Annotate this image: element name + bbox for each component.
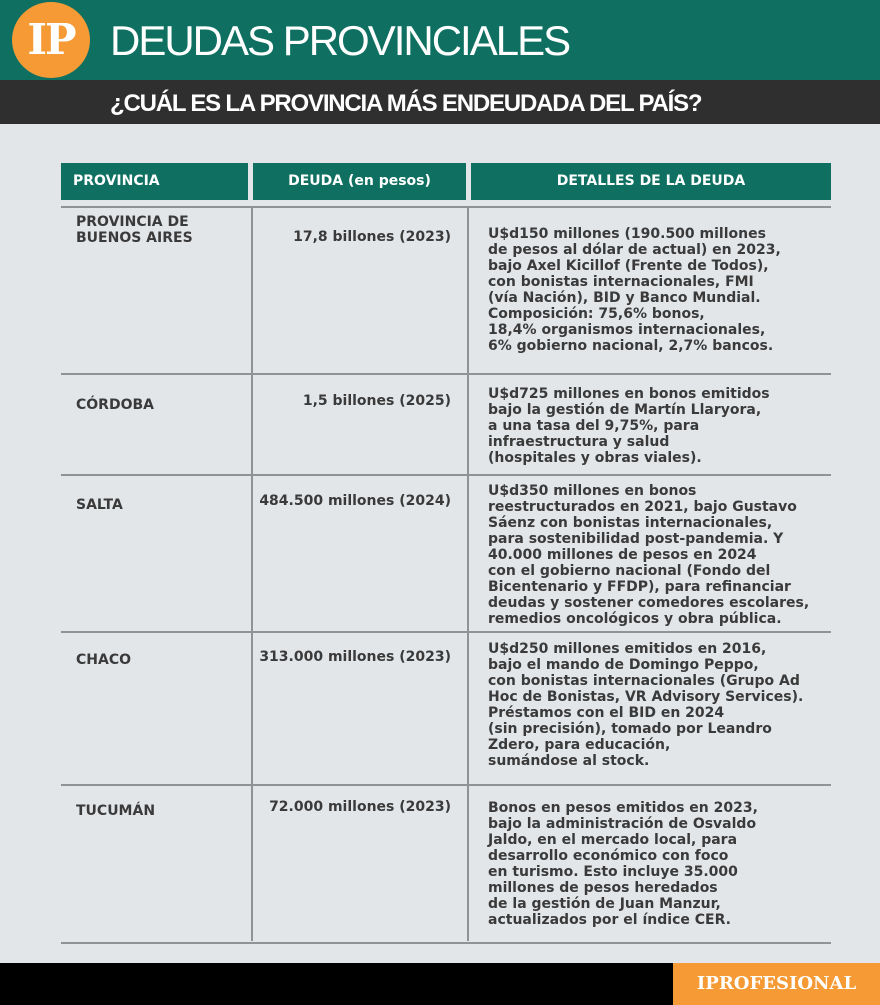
table-row-provincia: SALTA: [76, 497, 123, 513]
table-row-deuda: 17,8 billones (2023): [293, 229, 451, 245]
row-divider: [61, 631, 831, 633]
row-divider: [61, 942, 831, 944]
table-row-provincia: PROVINCIA DE BUENOS AIRES: [76, 214, 193, 246]
row-divider: [61, 474, 831, 476]
table-row-detalles: U$d150 millones (190.500 millones de pesos al dólar de actual) en 2023, bajo Axel Kicillof (Frente de Todos), con bonistas internacionales, FMI (vía Nación), BID y Banco Mundial. Composición: 75,6% bonos, 18,4% organismos internacionales, 6% gobierno nacional, 2,7% bancos.: [488, 226, 781, 354]
row-divider: [61, 373, 831, 375]
column-header-deuda: DEUDA (en pesos): [253, 163, 466, 200]
table-row-deuda: 72.000 millones (2023): [269, 799, 451, 815]
page-subtitle: ¿CUÁL ES LA PROVINCIA MÁS ENDEUDADA DEL PAÍS?: [110, 90, 702, 117]
table-row-provincia: TUCUMÁN: [76, 803, 156, 819]
column-divider: [467, 208, 469, 941]
table-row-detalles: U$d725 millones en bonos emitidos bajo la gestión de Martín Llaryora, a una tasa del 9,75%, para infraestructura y salud (hospitales y obras viales).: [488, 386, 770, 466]
table-row-provincia: CHACO: [76, 652, 132, 668]
table-row-detalles: U$d250 millones emitidos en 2016, bajo el mando de Domingo Peppo, con bonistas internacionales (Grupo Ad Hoc de Bonistas, VR Advisory Services). Préstamos con el BID en 2024 (sin precisión), tomado por Leandro Zdero, para educación, sumándose al stock.: [488, 641, 804, 769]
header-bar: [0, 0, 880, 80]
table-row-deuda: 1,5 billones (2025): [302, 393, 451, 409]
table-row-detalles: Bonos en pesos emitidos en 2023, bajo la administración de Osvaldo Jaldo, en el mercado local, para desarrollo económico con foco en turismo. Esto incluye 35.000 millones de pesos heredados de la gestión de Juan Manzur, actualizados por el índice CER.: [488, 800, 758, 928]
row-divider: [61, 206, 831, 208]
table-row-detalles: U$d350 millones en bonos reestructurados en 2021, bajo Gustavo Sáenz con bonistas internacionales, para sostenibilidad post-pandemia. Y 40.000 millones de pesos en 2024 con el gobierno nacional (Fondo del Bicentenario y FFDP), para refinanciar deudas y sostener comedores escolares, remedios oncológicos y obra pública.: [488, 483, 810, 627]
row-divider: [61, 784, 831, 786]
column-header-provincia: PROVINCIA: [61, 163, 248, 200]
table-row-deuda: 313.000 millones (2023): [259, 649, 451, 665]
table-row-deuda: 484.500 millones (2024): [259, 493, 451, 509]
iprofesional-logo: IPROFESIONAL: [673, 963, 880, 1005]
subtitle-bar: [0, 80, 880, 124]
footer-bar: [0, 963, 880, 1005]
ip-logo: IP: [12, 2, 90, 78]
column-header-detalles: DETALLES DE LA DEUDA: [471, 163, 831, 200]
page-title: DEUDAS PROVINCIALES: [110, 17, 570, 64]
column-divider: [251, 208, 253, 941]
table-row-provincia: CÓRDOBA: [76, 397, 154, 413]
